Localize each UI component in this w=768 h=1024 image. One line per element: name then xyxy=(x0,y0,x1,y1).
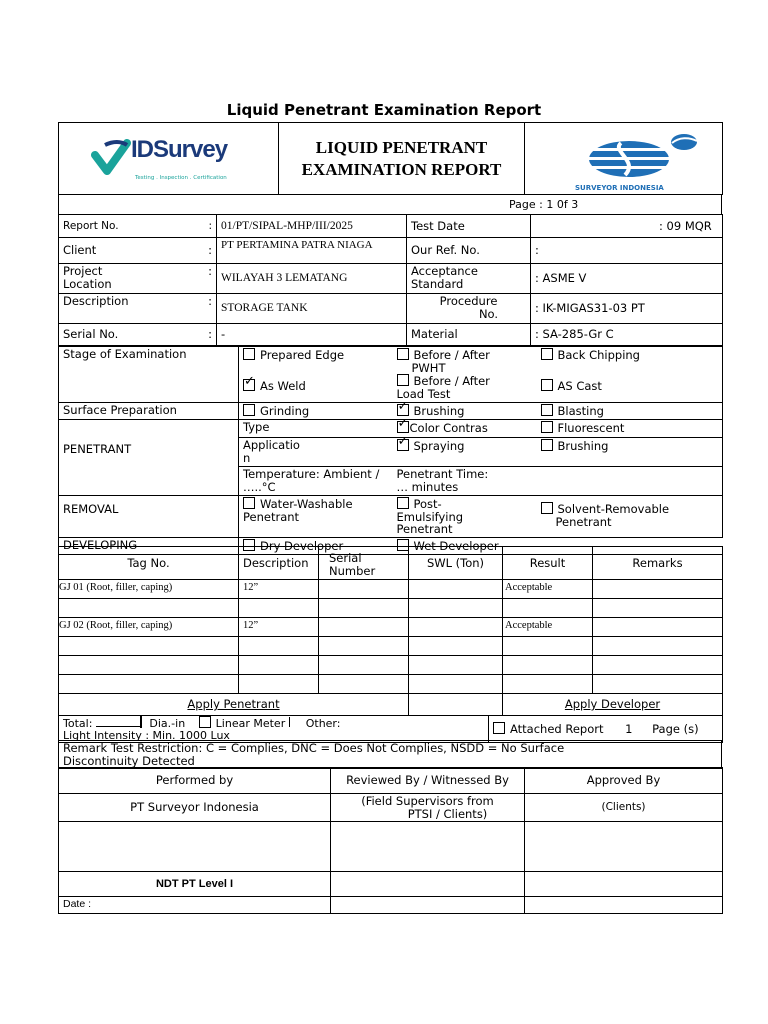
table-row xyxy=(59,618,723,637)
approved-by-header: Approved By xyxy=(525,768,723,794)
cell-swl xyxy=(409,637,503,656)
performer-org: PT Surveyor Indonesia xyxy=(59,794,331,822)
total-label: Total: xyxy=(63,717,93,730)
date-label: Date : xyxy=(59,897,331,914)
material-label: Material xyxy=(407,324,531,346)
our-ref-value: : xyxy=(531,238,723,264)
before-after-pwht-checkbox[interactable] xyxy=(397,348,409,360)
procedure-value: : IK-MIGAS31-03 PT xyxy=(531,294,723,324)
solvent-removable-checkbox[interactable] xyxy=(541,502,553,514)
cell-tag: GJ 02 (Root, filler, caping) xyxy=(59,618,239,637)
colon: : xyxy=(208,243,212,257)
surveyor-indonesia-text: SURVEYOR INDONESIA xyxy=(575,183,664,192)
before-after-load-label: Before / After Load Test xyxy=(396,374,490,401)
spraying-checkbox[interactable] xyxy=(397,439,409,451)
client-label: Client xyxy=(63,243,97,257)
col-header-tag: Tag No. xyxy=(59,547,239,580)
water-washable-label: Water-Washable Penetrant xyxy=(243,497,353,524)
wet-developer-label: Wet Developer xyxy=(413,538,499,553)
acceptance-label: Acceptance Standard xyxy=(407,264,531,294)
cell-serial xyxy=(319,656,409,675)
cell-result xyxy=(503,675,593,694)
col-header-swl: SWL (Ton) xyxy=(409,547,503,580)
removal-label: REMOVAL xyxy=(59,496,239,538)
stage-label: Stage of Examination xyxy=(59,347,239,403)
cell-tag xyxy=(59,656,239,675)
idsurvey-logo-cell xyxy=(59,123,279,195)
description-label: Description xyxy=(63,294,129,308)
as-weld-checkbox[interactable] xyxy=(243,379,255,391)
our-ref-label: Our Ref. No. xyxy=(407,238,531,264)
table-row xyxy=(59,580,723,599)
developing-label: DEVELOPING xyxy=(59,537,239,554)
cell-description: 12” xyxy=(239,580,319,599)
col-header-serial: Serial Number xyxy=(319,547,409,580)
col-header-remarks: Remarks xyxy=(593,547,723,580)
report-title-line2: EXAMINATION REPORT xyxy=(301,159,502,179)
other-label: Other: xyxy=(305,717,341,730)
cell-tag: GJ 01 (Root, filler, caping) xyxy=(59,580,239,599)
surveyor-indonesia-logo-cell xyxy=(525,123,723,195)
colon: : xyxy=(208,220,212,232)
penetrant-label: PENETRANT xyxy=(59,420,239,496)
cell-result xyxy=(503,656,593,675)
cell-result: Acceptable xyxy=(503,580,593,599)
solvent-removable-label: Solvent-Removable Penetrant xyxy=(555,502,670,529)
project-label: Project Location xyxy=(63,264,112,291)
cell-serial xyxy=(319,618,409,637)
colon: : xyxy=(208,327,212,341)
remark-text: Remark Test Restriction: C = Complies, DNC = Does Not Complies, NSDD = No Surface Discontinuity Detected xyxy=(59,741,722,769)
surveyor-indonesia-logo xyxy=(529,129,718,192)
procedure-label: Procedure No. xyxy=(407,294,531,324)
application-label: Applicatio n xyxy=(239,438,393,467)
idsurvey-check-icon xyxy=(91,137,131,181)
water-washable-checkbox[interactable] xyxy=(243,497,255,509)
as-cast-label: AS Cast xyxy=(557,379,602,393)
temperature-label: Temperature: Ambient / …..°C xyxy=(239,467,393,496)
cell-result: Acceptable xyxy=(503,618,593,637)
attached-report-count: 1 xyxy=(625,722,633,736)
header-table xyxy=(58,122,723,195)
cell-remarks xyxy=(593,580,723,599)
color-contrast-checkbox[interactable] xyxy=(397,421,409,433)
acceptance-value: : ASME V xyxy=(531,264,723,294)
cell-tag xyxy=(59,675,239,694)
test-date-value: : 09 MQR xyxy=(531,215,723,238)
colon: : xyxy=(208,264,212,278)
results-table xyxy=(58,546,723,716)
surface-brushing-checkbox[interactable] xyxy=(397,404,409,416)
before-after-load-checkbox[interactable] xyxy=(397,374,409,386)
cell-serial xyxy=(319,599,409,618)
table-row xyxy=(59,656,723,675)
report-no-value: 01/PT/SIPAL-MHP/III/2025 xyxy=(217,215,407,238)
back-chipping-checkbox[interactable] xyxy=(541,348,553,360)
idsurvey-logo-text: IDSurvey xyxy=(131,135,228,163)
cell-remarks xyxy=(593,656,723,675)
attached-report-label: Attached Report xyxy=(510,722,604,736)
cell-swl xyxy=(409,675,503,694)
grinding-checkbox[interactable] xyxy=(243,404,255,416)
totals-table xyxy=(58,715,723,743)
cell-result xyxy=(503,599,593,618)
performed-by-header: Performed by xyxy=(59,768,331,794)
performer-signature-area[interactable] xyxy=(59,822,331,872)
cell-swl xyxy=(409,580,503,599)
blasting-checkbox[interactable] xyxy=(541,404,553,416)
cell-swl xyxy=(409,656,503,675)
serial-label: Serial No. xyxy=(63,327,119,341)
globe-icon xyxy=(587,139,671,179)
project-value: WILAYAH 3 LEMATANG xyxy=(217,264,407,294)
ndt-level: NDT PT Level I xyxy=(59,872,331,897)
post-emulsifying-label: Post- Emulsifying Penetrant xyxy=(396,497,464,536)
cell-remarks xyxy=(593,599,723,618)
linear-meter-checkbox[interactable] xyxy=(199,716,211,728)
apply-developer-link[interactable]: Apply Developer xyxy=(503,694,723,716)
fluorescent-checkbox[interactable] xyxy=(541,421,553,433)
color-contrast-label: Color Contras xyxy=(409,421,488,435)
idsurvey-logo xyxy=(63,129,274,189)
table-row xyxy=(59,599,723,618)
type-label: Type xyxy=(239,420,393,438)
prepared-edge-label: Prepared Edge xyxy=(260,348,345,362)
prepared-edge-checkbox[interactable] xyxy=(243,348,255,360)
colon: : xyxy=(208,294,212,308)
cell-description: 12” xyxy=(239,618,319,637)
cell-remarks xyxy=(593,675,723,694)
report-title-cell xyxy=(279,123,525,195)
cell-swl xyxy=(409,618,503,637)
surface-prep-label: Surface Preparation xyxy=(59,403,239,420)
client-value: PT PERTAMINA PATRA NIAGA xyxy=(217,238,407,264)
fluorescent-label: Fluorescent xyxy=(557,421,625,435)
swoosh-icon xyxy=(669,131,699,153)
cell-description xyxy=(239,675,319,694)
cell-tag xyxy=(59,637,239,656)
cell-tag xyxy=(59,599,239,618)
cell-swl xyxy=(409,599,503,618)
reviewer-org: (Field Supervisors from PTSI / Clients) xyxy=(331,794,525,822)
blasting-label: Blasting xyxy=(557,404,604,418)
cell-remarks xyxy=(593,637,723,656)
approver-date[interactable] xyxy=(525,897,723,914)
before-after-pwht-label: Before / After PWHT xyxy=(411,348,490,375)
apply-penetrant-link[interactable]: Apply Penetrant xyxy=(59,694,409,716)
penetrant-brushing-label: Brushing xyxy=(557,439,609,453)
approver-org: (Clients) xyxy=(525,794,723,822)
spraying-label: Spraying xyxy=(413,439,465,453)
cell-serial xyxy=(319,675,409,694)
cell-remarks xyxy=(593,618,723,637)
page-indicator: Page : 1 0f 3 xyxy=(59,195,722,215)
penetrant-brushing-checkbox[interactable] xyxy=(541,439,553,451)
table-row xyxy=(59,637,723,656)
linear-meter-label: Linear Meter xyxy=(215,717,286,730)
grinding-label: Grinding xyxy=(260,404,310,418)
light-intensity: Light Intensity : Min. 1000 Lux xyxy=(63,729,230,742)
cell-description xyxy=(239,599,319,618)
reviewed-by-header: Reviewed By / Witnessed By xyxy=(331,768,525,794)
remark-table xyxy=(58,740,722,769)
cell-description xyxy=(239,637,319,656)
idsurvey-tagline: Testing . Inspection . Certification xyxy=(135,174,227,181)
total-field[interactable] xyxy=(96,717,140,727)
material-value: : SA-285-Gr C xyxy=(531,324,723,346)
process-table xyxy=(58,346,723,555)
cell-description xyxy=(239,656,319,675)
dia-in-label: Dia.-in xyxy=(149,717,186,730)
reviewer-signature-area[interactable] xyxy=(331,822,525,872)
surface-brushing-label: Brushing xyxy=(413,404,465,418)
test-date-label: Test Date xyxy=(407,215,531,238)
dry-developer-label: Dry Developer xyxy=(260,538,344,553)
approver-signature-area[interactable] xyxy=(525,822,723,872)
as-weld-label: As Weld xyxy=(260,379,306,393)
reviewer-date[interactable] xyxy=(331,897,525,914)
table-row xyxy=(59,675,723,694)
report-title-line1: LIQUID PENETRANT xyxy=(315,137,488,157)
col-header-result: Result xyxy=(503,547,593,580)
attached-report-checkbox[interactable] xyxy=(493,722,505,734)
report-no-label: Report No. xyxy=(63,220,119,232)
signature-table xyxy=(58,767,723,914)
cell-serial xyxy=(319,637,409,656)
document-title: Liquid Penetrant Examination Report xyxy=(226,101,542,119)
page-line-table xyxy=(58,194,722,215)
back-chipping-label: Back Chipping xyxy=(557,348,640,362)
info-table xyxy=(58,214,723,346)
penetrant-time-label: Penetrant Time: … minutes xyxy=(393,467,537,496)
attached-report-pages: Page (s) xyxy=(652,722,699,736)
as-cast-checkbox[interactable] xyxy=(541,379,553,391)
description-value: STORAGE TANK xyxy=(217,294,407,324)
cell-serial xyxy=(319,580,409,599)
serial-value: - xyxy=(217,324,407,346)
post-emulsifying-checkbox[interactable] xyxy=(397,497,409,509)
col-header-description: Description xyxy=(239,547,319,580)
cell-result xyxy=(503,637,593,656)
